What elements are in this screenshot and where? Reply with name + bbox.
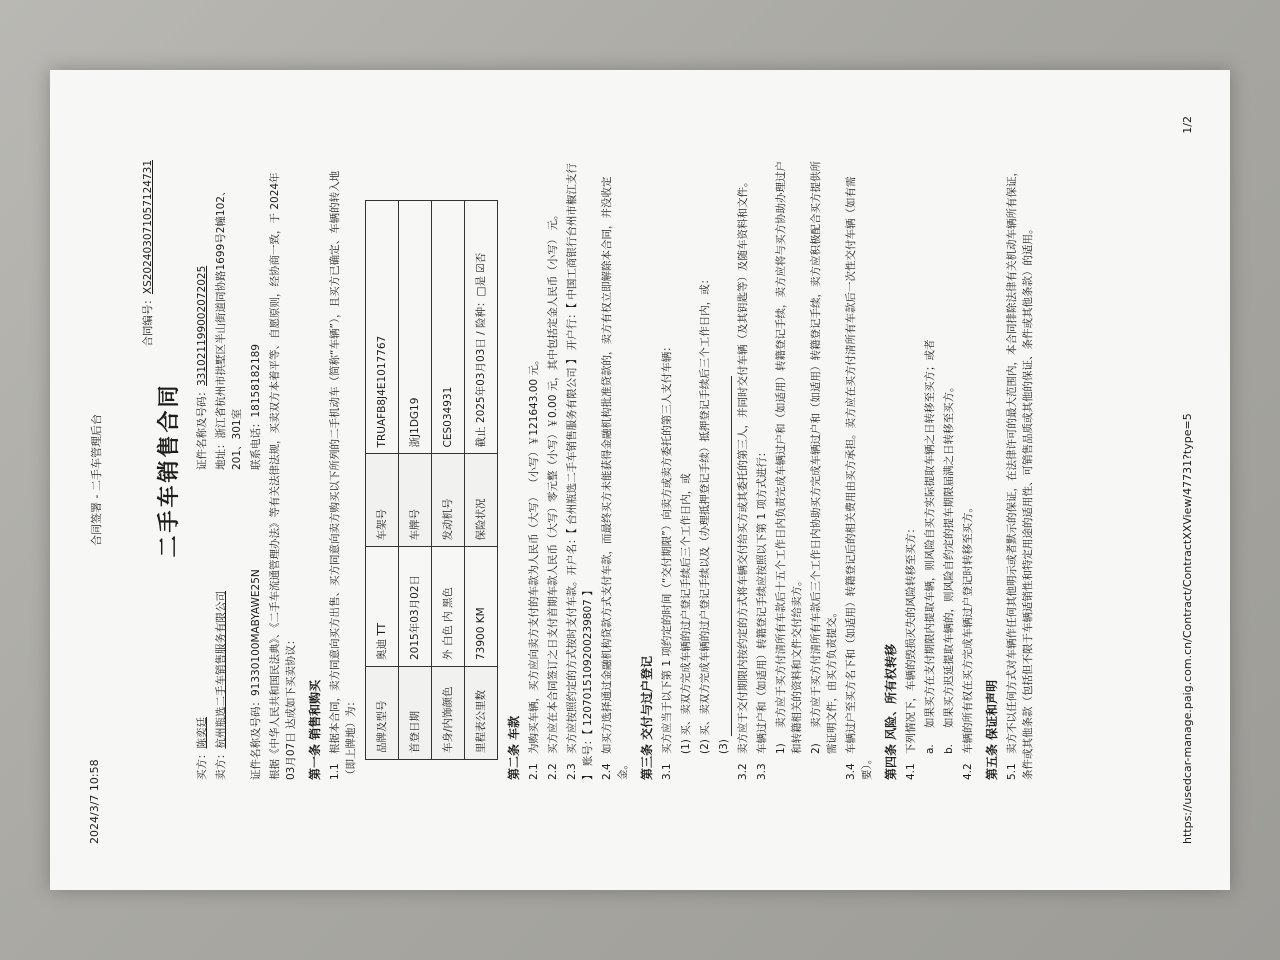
clause-3-3-2: 2)卖方应于买方付清所有车款后三个工作日内协助买方完成车辆过户和（如适用）转籍登记手续，卖方应积极配合买方提供所需证明文件，由买方负责提交。	[810, 161, 838, 754]
clause-3-2: 3.2卖方应于交付期限内按约定的方式将车辆交付给买方或其委托的第三人，并同时交付车辆（及其钥匙等）及随车资料和文件。	[737, 176, 749, 780]
clause-3-3: 3.3车辆过户和（如适用）转籍登记手续应按照以下第 1 项方式进行：	[756, 446, 768, 780]
buyer-row: 买方：陈奕廷 证件名称及号码：331021199002072025	[196, 265, 208, 780]
vehicle-field-label: 发动机号	[432, 454, 465, 547]
section-3-title: 第三条 交付与过户登记	[640, 655, 654, 780]
clause-3-1: 3.1买方应当于以下第 1 项约定的时间（“交付期限”）向卖方或卖方委托的第三人支付车辆：	[661, 341, 673, 780]
clause-3-1-option-3: (3)	[716, 160, 732, 754]
clause-1-1: 1.1根据本合同，卖方同意向买方出售、买方同意向卖方购买以下所列的二手机动车（简称“车辆”），且买方已确定、车辆的转入地（即上牌地）为：	[329, 170, 357, 780]
vehicle-field-label: 里程表公里数	[465, 667, 498, 760]
clause-4-1: 4.1下列情况下，车辆的毁损灭失的风险转移至买方：	[905, 523, 917, 780]
vehicle-field-value: TRUAFB8J4E1017767	[366, 201, 399, 454]
clause-2-3: 2.3买方应按照约定的方式按时支付车款。开户名：【 台州瓶选二手车销售服务有限公司 】 开户行：【 中国工商银行台州市椒江支行 】 账号：【 1207015109200239807 】	[566, 163, 594, 780]
contract-body	[140, 160, 1039, 780]
seller-cert-row: 证件名称及号码：91330100MABYAWE25N 联系电话：18158182189	[250, 344, 262, 780]
clause-4-1-a: a.如果买方在支付期限内提取车辆，则风险自买方实际提取车辆之日转移至买方；或者	[924, 339, 936, 754]
clause-2-2: 2.2买方应在本合同签订之日支付首期车款人民币（大写）零元整（小写）￥0.00 元，其中包括定金人民币（小写） 元。	[547, 209, 559, 780]
seller-phone: 18158182189	[250, 344, 262, 418]
clause-2-4: 2.4如买方选择通过金融机构贷款方式支付车款，而最终买方未能获得金融机构批准贷款的，卖方有权立即解除本合同，并没收定金。	[601, 176, 629, 780]
clause-3-1-option-1: (1) 买、卖双方完成车辆的过户登记手续后三个工作日内，或	[680, 473, 692, 754]
vehicle-field-value: 奥迪 TT	[366, 547, 399, 667]
vehicle-table-row	[366, 201, 399, 760]
clause-5-1: 5.1卖方不以任何方式对车辆作任何其他明示或者默示的保证，在法律许可的最大范围内，本合同排除法律有关机动车辆所有保证，条件或其他条款（包括但不限于车辆适销性和特定用途的适用性、可销售品质或其他的保证、条件或其他条款）的适用。	[1006, 166, 1034, 780]
section-1-title: 第一条 销售和购买	[308, 679, 322, 780]
clause-3-3-1: 1)卖方应于买方付清所有车款后十五个工作日内负责完成车辆过户和（如适用）转籍登记手续，卖方应将与买方协助办理过户和转籍相关的资料和文件交付给卖方。	[775, 161, 803, 754]
vehicle-field-value: 73900 KM	[465, 547, 498, 667]
section-5-title: 第五条 保证和声明	[985, 679, 999, 780]
vehicle-field-label: 首登日期	[399, 667, 432, 760]
vehicle-field-value: 截止 2025年03月03日 / 险种：□是 ☑否	[465, 201, 498, 454]
vehicle-field-label: 车牌号	[399, 454, 432, 547]
clause-4-2: 4.2车辆的所有权在买方完成车辆过户登记时转移至买方。	[962, 502, 974, 780]
clause-2-1: 2.1为购买车辆，买方应向卖方支付的车款为人民币（大写） （小写）￥121643.00 元。	[528, 354, 540, 780]
vehicle-field-value: 外 白色 内 黑色	[432, 547, 465, 667]
seller-row: 卖方：杭州瓶选二手车销售服务有限公司 地址：浙江省杭州市拱墅区半山街道同协路1699号2幢102、201、301室	[215, 185, 243, 780]
clause-4-1-b: b.如果买方迟延提取车辆的，则风险自约定的提车期限届满之日转移至买方。	[943, 381, 955, 754]
contract-title: 二手车销售合同	[157, 382, 182, 558]
seller-address: 浙江省杭州市拱墅区半山街道同协路1699号2幢102、201、301室	[215, 185, 243, 470]
buyer-name: 陈奕廷	[196, 717, 208, 749]
vehicle-field-value: 2015年03月02日	[399, 547, 432, 667]
vehicle-field-label: 品牌及型号	[366, 667, 399, 760]
section-2-title: 第二条 车款	[507, 715, 521, 780]
vehicle-field-value: CES034931	[432, 201, 465, 454]
preamble: 根据《中华人民共和国民法典》、《二手车流通管理办法》等有关法律法规，买卖双方本着平等、自愿原则，经协商一致，于 2024年03月07日 达成如下买卖协议：	[269, 172, 297, 780]
vehicle-field-value: 浙J1DG19	[399, 201, 432, 454]
print-url: https://usedcar-manage.paig.com.cn/Contract/ContractXXView/47731?type=5	[1181, 413, 1194, 844]
vehicle-field-label: 保险状况	[465, 454, 498, 547]
page-number: 1/2	[1181, 116, 1194, 134]
clause-3-1-option-2: (2) 买、卖双方完成车辆的过户登记手续以及（办理抵押登记手续）抵押登记手续后三个工作日内，或：	[699, 273, 711, 754]
print-datetime: 2024/3/7 10:58	[88, 759, 101, 844]
vehicle-field-label: 车架号	[366, 454, 399, 547]
contract-number: 合同编号：XS202403071057124731	[142, 160, 154, 347]
seller-name: 杭州瓶选二手车销售服务有限公司	[215, 591, 227, 749]
seller-cert: 91330100MABYAWE25N	[250, 569, 262, 696]
vehicle-table-row	[465, 201, 498, 760]
printed-contract-page	[50, 70, 1230, 890]
section-4-title: 第四条 风险、所有权转移	[884, 643, 898, 780]
vehicle-info-table	[365, 200, 498, 760]
vehicle-field-label: 车身/内饰颜色	[432, 667, 465, 760]
print-site-title: 合同签署 - 二手车管理后台	[90, 414, 103, 546]
vehicle-table-row	[432, 201, 465, 760]
vehicle-table-row	[399, 201, 432, 760]
buyer-id: 331021199002072025	[196, 265, 208, 386]
clause-3-4: 3.4车辆过户至买方名下和（如适用）转籍登记后的相关费用由买方承担。卖方应在买方付清所有车款后一次性交付车辆（如有需要）。	[845, 176, 873, 780]
